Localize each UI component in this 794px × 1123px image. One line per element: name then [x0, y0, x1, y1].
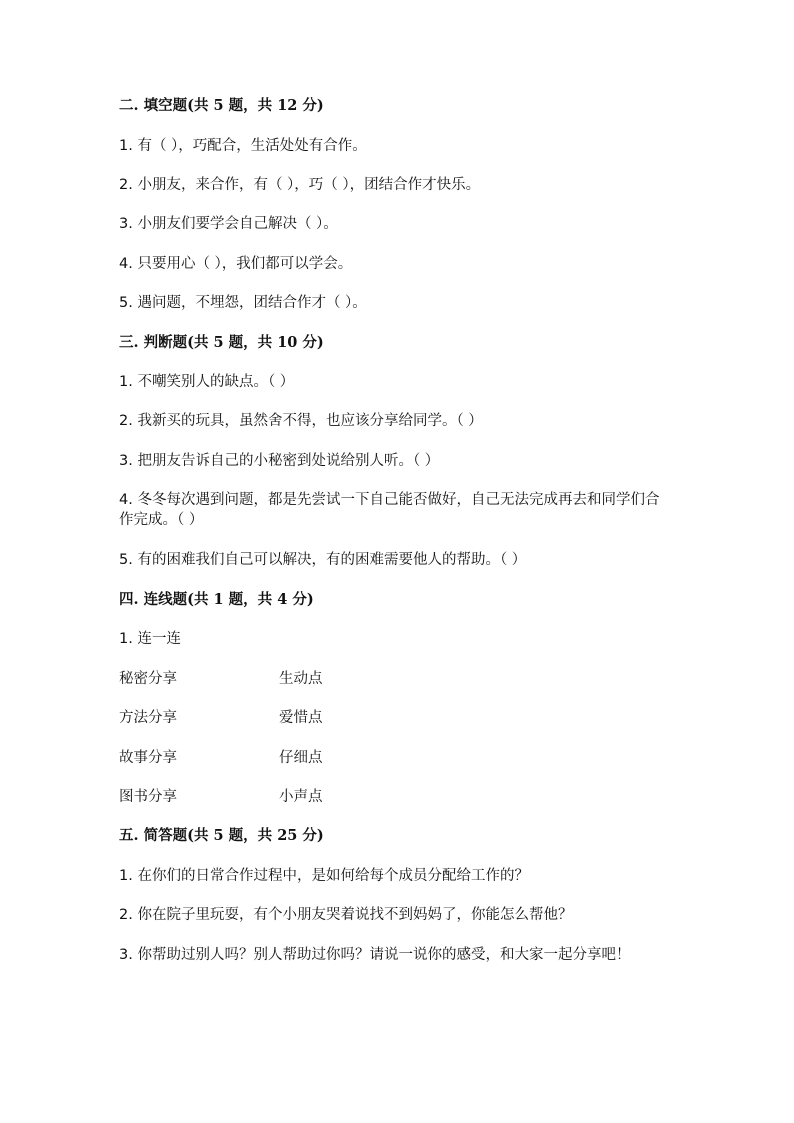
matching-right-item-1: 生动点: [279, 671, 323, 687]
matching-right-item-4: 小声点: [279, 789, 323, 805]
section-heading-fill-blank: 二. 填空题(共 5 题，共 12 分): [119, 97, 324, 114]
section-heading-true-false: 三. 判断题(共 5 题，共 10 分): [119, 334, 324, 351]
section-heading-short-answer: 五. 简答题(共 5 题，共 25 分): [119, 827, 324, 844]
matching-question: 1. 连一连: [119, 631, 181, 647]
matching-left-item-3: 故事分享: [119, 750, 177, 766]
true-false-question-1: 1. 不嘲笑别人的缺点。（ ）: [119, 374, 295, 390]
section-heading-matching: 四. 连线题(共 1 题，共 4 分): [119, 591, 314, 608]
short-answer-question-2: 2. 你在院子里玩耍，有个小朋友哭着说找不到妈妈了，你能怎么帮他？: [119, 907, 573, 923]
matching-right-item-3: 仔细点: [279, 750, 323, 766]
true-false-question-5: 5. 有的困难我们自己可以解决，有的困难需要他人的帮助。（ ）: [119, 552, 527, 568]
matching-left-item-4: 图书分享: [119, 789, 177, 805]
fill-blank-question-2: 2. 小朋友，来合作，有（ ），巧（ ），团结合作才快乐。: [119, 177, 481, 193]
fill-blank-question-1: 1. 有（ ），巧配合，生活处处有合作。: [119, 138, 367, 154]
fill-blank-question-4: 4. 只要用心（ ），我们都可以学会。: [119, 256, 353, 272]
matching-right-item-2: 爱惜点: [279, 710, 323, 726]
true-false-question-2: 2. 我新买的玩具，虽然舍不得，也应该分享给同学。（ ）: [119, 413, 483, 429]
fill-blank-question-3: 3. 小朋友们要学会自己解决（ ）。: [119, 216, 338, 232]
short-answer-question-1: 1. 在你们的日常合作过程中，是如何给每个成员分配给工作的？: [119, 868, 529, 884]
matching-left-item-1: 秘密分享: [119, 671, 177, 687]
matching-left-item-2: 方法分享: [119, 710, 177, 726]
true-false-question-4: 4. 冬冬每次遇到问题，都是先尝试一下自己能否做好，自己无法完成再去和同学们合作完成。（ ）: [119, 492, 660, 528]
short-answer-question-3: 3. 你帮助过别人吗？别人帮助过你吗？请说一说你的感受，和大家一起分享吧！: [119, 947, 631, 963]
true-false-question-3: 3. 把朋友告诉自己的小秘密到处说给别人听。（ ）: [119, 453, 440, 469]
fill-blank-question-5: 5. 遇问题，不埋怨，团结合作才（ ）。: [119, 295, 367, 311]
